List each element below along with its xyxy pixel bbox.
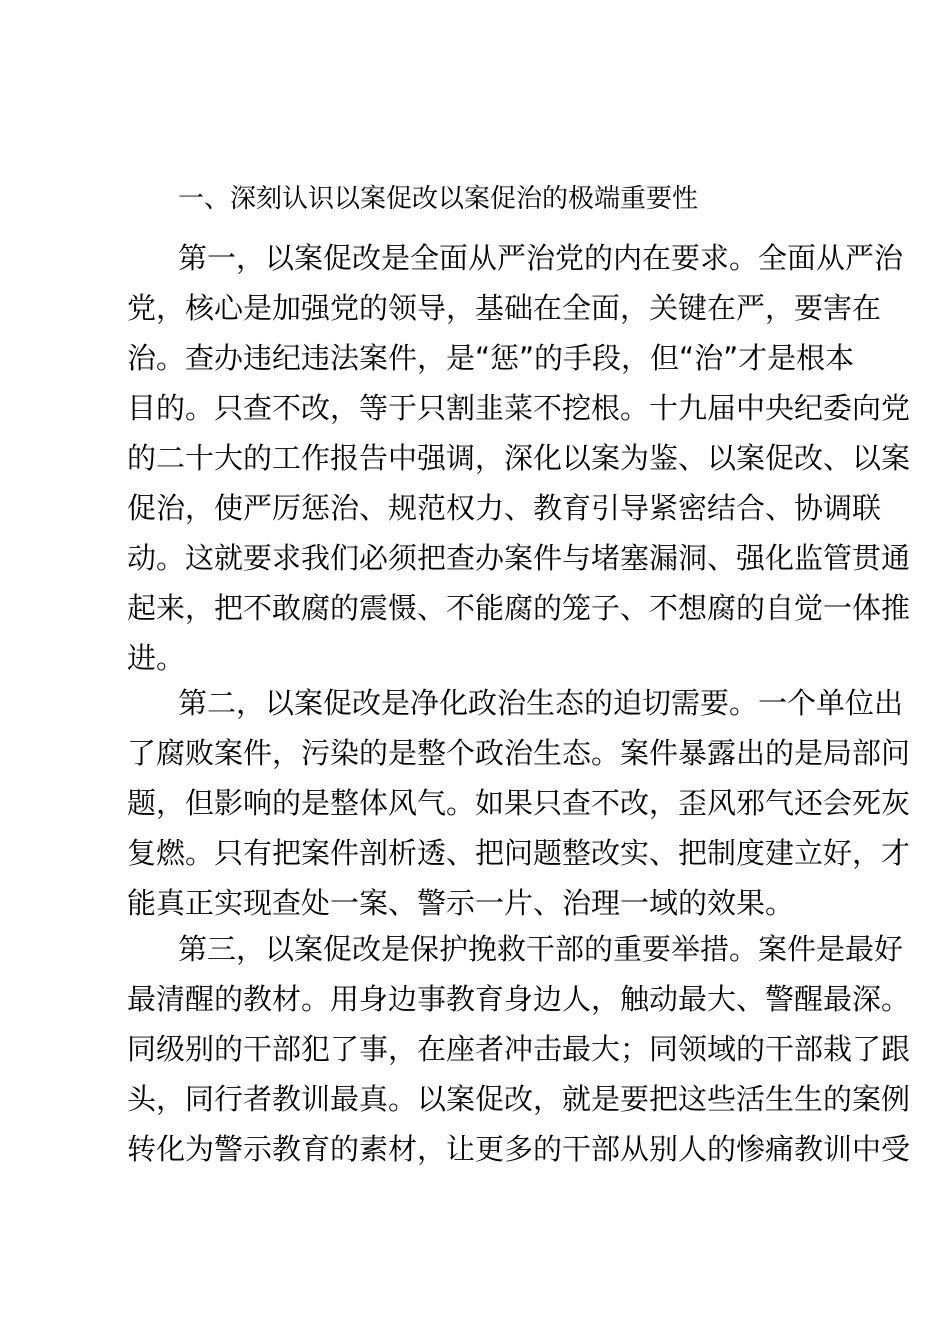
paragraph-line: 第二，以案促改是净化政治生态的迫切需要。一个单位出 xyxy=(178,686,904,720)
paragraph-line: 党，核心是加强党的领导，基础在全面，关键在严，要害在 xyxy=(127,291,882,325)
paragraph-line: 促治，使严厉惩治、规范权力、教育引导紧密结合、协调联 xyxy=(127,491,882,525)
paragraph-line: 第三，以案促改是保护挽救干部的重要举措。案件是最好 xyxy=(178,932,904,966)
paragraph-line: 转化为警示教育的素材，让更多的干部从别人的惨痛教训中受 xyxy=(127,1132,911,1166)
paragraph-3 xyxy=(127,924,911,1174)
paragraph-line: 目的。只查不改，等于只割韭菜不挖根。十九届中央纪委向党 xyxy=(127,391,911,425)
paragraph-line: 起来，把不敢腐的震慑、不能腐的笼子、不想腐的自觉一体推 xyxy=(127,591,911,625)
paragraph-line: 最清醒的教材。用身边事教育身边人，触动最大、警醒最深。 xyxy=(127,982,911,1016)
paragraph-line: 了腐败案件，污染的是整个政治生态。案件暴露出的是局部问 xyxy=(127,736,911,770)
paragraph-line: 题，但影响的是整体风气。如果只查不改，歪风邪气还会死灰 xyxy=(127,786,911,820)
section-heading: 一、深刻认识以案促改以案促治的极端重要性 xyxy=(178,184,699,214)
paragraph-line: 的二十大的工作报告中强调，深化以案为鉴、以案促改、以案 xyxy=(127,441,911,475)
paragraph-line: 进。 xyxy=(127,641,186,675)
paragraph-line: 复燃。只有把案件剖析透、把问题整改实、把制度建立好，才 xyxy=(127,836,911,870)
paragraph-line: 能真正实现查处一案、警示一片、治理一域的效果。 xyxy=(127,886,795,920)
paragraph-line: 第一，以案促改是全面从严治党的内在要求。全面从严治 xyxy=(178,241,904,275)
paragraph-1 xyxy=(127,233,911,683)
paragraph-line: 动。这就要求我们必须把查办案件与堵塞漏洞、强化监管贯通 xyxy=(127,541,911,575)
paragraph-2 xyxy=(127,678,911,928)
paragraph-line: 治。查办违纪违法案件，是“惩”的手段，但“治”才是根本 xyxy=(127,341,855,375)
paragraph-line: 头，同行者教训最真。以案促改，就是要把这些活生生的案例 xyxy=(127,1082,911,1116)
paragraph-line: 同级别的干部犯了事，在座者冲击最大；同领域的干部栽了跟 xyxy=(127,1032,911,1066)
